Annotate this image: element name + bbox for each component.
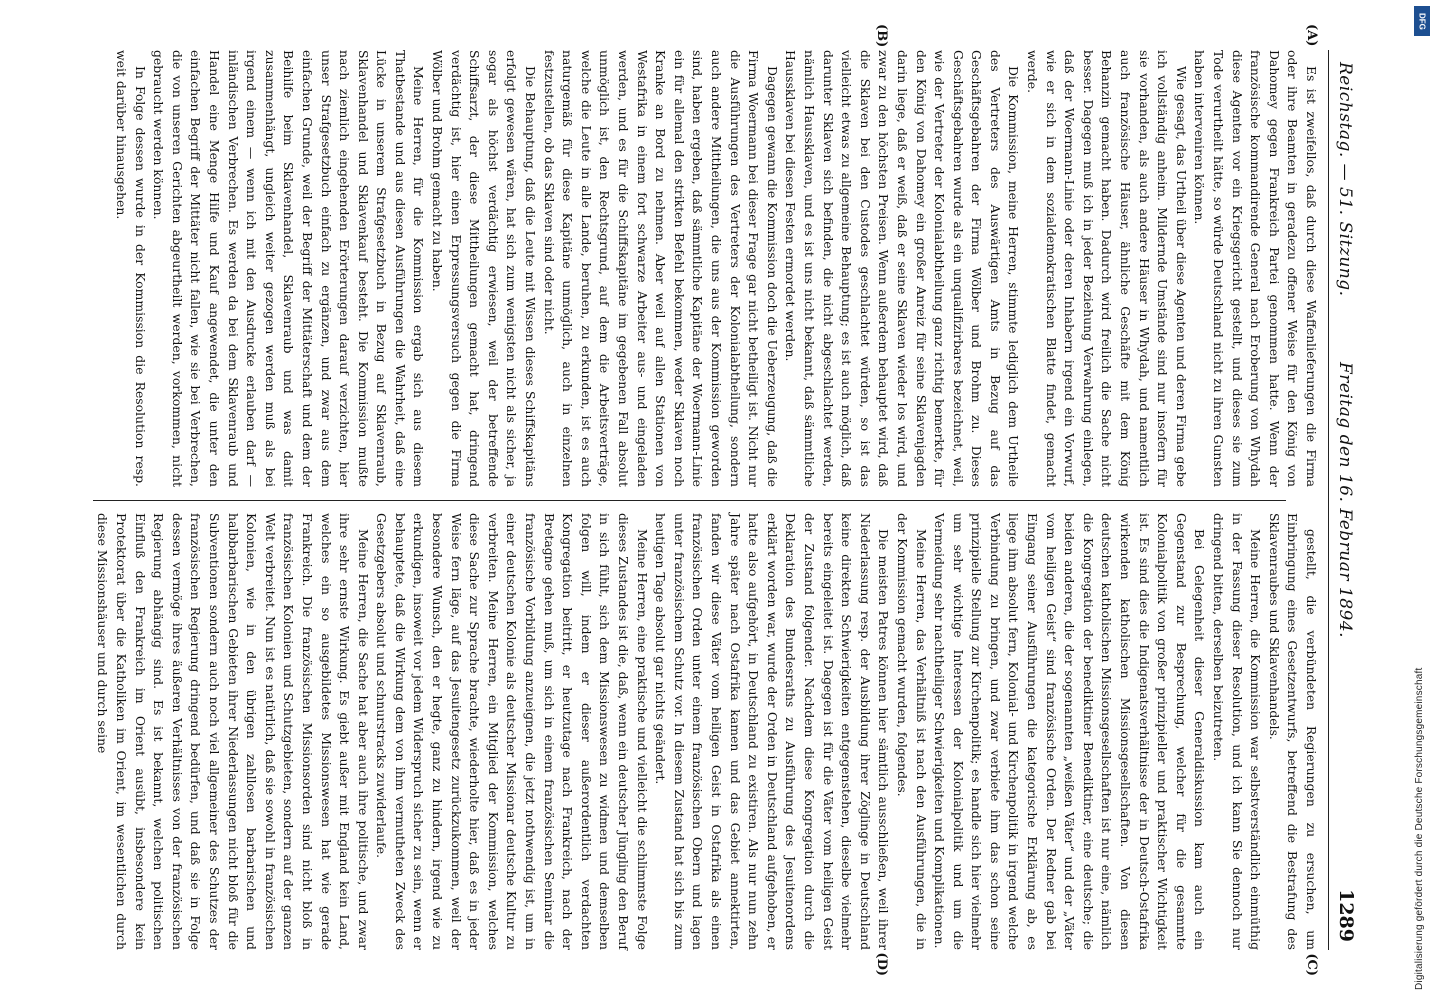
paragraph: Die Kommission, meine Herren, stimmte lediglich dem Urtheile des Vertreters des Auswärtigen Amts in Bezug auf das Geschäftsgebahren der Firma Wölber und Brohm zu. Dieses Geschäftsgebahren wurde als ein unqualifizirbares bezeichnet, weil, wie der Vertreter der Kolonialabtheilung ganz richtig bemerkte, für den König von Dahomey ein großer Anreiz für seine Sklavenjagden darin liege, daß er weiß, daß er seine Sklaven wieder los wird, und zwar zu den höchsten Preisen. Wenn außerdem behauptet wird, daß die Sklaven bei den Custodes geschlachtet würden, so ist das vielleicht etwas zu allgemeine Behauptung; es ist auch möglich, daß darunter Sklaven sich befinden, die nicht abgeschlachtet werden, nämlich Haussklaven, und es ist uns nicht bekannt, daß sämmtliche Haussklaven bei diesen Festen ermordet werden.: [783, 50, 1022, 487]
paragraph: Dagegen gewann die Kommission doch die Ueberzeugung, daß die Firma Woermann bei dieser Frage gar nicht betheiligt ist. Nicht nur die Ausführungen des Vertreters der Kolonialabtheilung, sondern auch andere Mittheilungen, die uns aus der Kommission geworden sind, haben ergeben, daß sämmtliche Kapitäne der Woermann-Linie ein für allemal den strikten Befehl bekommen, weder Sklaven noch Kranke an Bord zu nehmen. Aber weil auf allen Stationen von Westafrika in einem fort schwarze Arbeiter aus- und eingeladen werden, und es für die Schiffskapitäne im gegebenen Fall absolut unmöglich ist, den Rechtsgrund, auf dem die Arbeitsverträge, welche die Leute in alle Lande, beruhen, zu erkunden, ist es auch naturgemäß für diese Kapitäne unmöglich, auch in einzelnen festzustellen, ob das Sklaven sind oder nicht.: [541, 50, 780, 487]
column-divider: [93, 500, 1286, 501]
paragraph: Meine Herren, eine praktische und vielleicht die schlimmste Folge dieses Zustandes ist die, daß, wenn ein deutscher Jüngling den Beruf in sich fühlt, sich dem Missionswesen zu widmen und demselben folgen will, indem er dieser außerordentlich verdachten Kongregation beitritt, er heutzutage nach Frankreich, nach der Bretagne gehen muß, um sich in einem französischen Seminar die französische Vorbildung anzueignen, die jetzt nothwendig ist, um in einer deutschen Kolonie als deutscher Missionar deutsche Kultur zu verbreiten. Meine Herren, ein Mitglied der Kommission, welches diese Sache zur Sprache brachte, wiederholte hier, daß es in jeder Weise fern läge, auf das Jesuitengesetz zurückzukommen, weil der besondere Wunsch, den er hegte, ganz zu hindern, irgend wie zu erkundigen, insoweit vor jedem Widerspruch sicher zu sein, wenn er behauptete, daß die Wirkung dem von ihm vermutheten Zweck des Gesetzgebers absolut und schnurstracks zuwiderlaufe.: [374, 513, 650, 950]
page-header: [1328, 50, 1363, 950]
marker-b: (B): [874, 24, 889, 48]
rotated-document-page: [51, 20, 1381, 980]
page-number: 1289: [1335, 889, 1357, 942]
paragraph: Wie gesagt, das Urtheil über diese Agenten und deren Firma gebe ich vollständig anheim. Mildernde Umstände sind nur insofern für sie vorhanden, als auch andere Häuser in Whydah, und namentlich auch französische Häuser, ähnliche Geschäfte mit dem König Behanzin gemacht haben. Dadurch wird freilich die Sache nicht besser. Dagegen muß ich in jeder Beziehung Verwahrung einlegen, daß der Woermann-Linie oder deren Inhabern irgend ein Vorwurf, wie er sich in dem sozialdemokratischen Blatte findet, gemacht werde.: [1025, 50, 1189, 487]
left-column: [93, 24, 1320, 487]
marker-a: (A): [1304, 24, 1319, 47]
marker-c: (C): [1304, 953, 1319, 976]
paragraph: Meine Herren, die Kommission war selbstverständlich einmüthig in der Fassung dieser Resolution, und ich kann Sie dennoch nur dringend bitten, derselben beizutreten.: [1211, 513, 1264, 950]
running-head-left: Reichstag. — 51. Sitzung.: [1335, 62, 1355, 297]
paragraph: In Folge dessen wurde in der Kommission die Resolution resp. weit darüber hinausgehen.: [114, 50, 148, 487]
running-head-date: Freitag den 16. Februar 1894.: [1335, 361, 1355, 639]
paragraph: Bei Gelegenheit dieser Generaldiskussion kam auch ein Gegenstand zur Besprechung, welcher für die gesammte Kolonialpolitik von großer prinzipieller und praktischer Wichtigkeit ist. Es sind dies die Indigenatsverhältnisse der in Deutsch-Ostafrika wirkenden katholischen Missionsgesellschaften. Von diesen deutschen katholischen Missionsgesellschaften ist nur eine, nämlich die Kongregation der benediktiner Benediktiner, eine deutsche; die beiden anderen, die der sogenannten „weißen Väter“ und der „Väter vom heiligen Geist“ sind französische Orden. Der Redner gab bei Eingang seiner Ausführungen die kategorische Erklärung ab, es liege ihm absolut fern, Kolonial- und Kirchenpolitik in irgend welche Verbindung zu bringen, und zwar verbiete ihm das schon seine prinzipielle Stellung zur Kirchenpolitik; es handle sich hier vielmehr um sehr wichtige Interessen der Kolonialpolitik und um die Vermeidung sehr nachtheiliger Schwierigkeiten und Komplikationen.: [932, 513, 1208, 950]
paragraph: Die meisten Patres können hier sämtlich ausschließen, weil ihrer Niederlassung resp. der Ausbildung ihrer Zöglinge in Deutschland keine direkten Schwierigkeiten entgegenstehen, dieselbe vielmehr bereits eingeleitet ist. Dagegen ist für die Väter vom heiligen Geist der Zustand folgender. Nachdem diese Kongregation durch die Deklaration des Bundesraths zu Ausführung des Jesuitenordens erklärt worden war, wurde der Orden in Deutschland aufgehoben, er hatte also aufgehört, in Deutschland zu existiren. Als nur nun zehn Jahre später nach Ostafrika kamen und das Gebiet annektirten, fanden wir diese Väter vom heiligen Geist in Ostafrika als einen französischen Orden unter einem französischen Obern und lagen unter französischem Schutz vor. In diesem Zustand hat sich bis zum heutigen Tage absolut gar nichts geändert.: [653, 513, 892, 950]
paragraph: Es ist zweifellos, daß durch diese Waffenlieferungen die Firma oder ihre Beamten in geradezu offener Weise für den König von Dahomey gegen Frankreich Partei genommen hatte. Wenn der französische kommandirende General nach Eroberung von Whydah diese Agenten vor ein Kriegsgericht gestellt, und dieses sie zum Tode verurtheilt hätte, so würde Deutschland nicht zu ihren Gunsten haben interveniren können.: [1192, 50, 1319, 487]
dfg-credit: Digitalisierung gefördert durch die Deutsche Forschungsgemeinschaft: [1414, 667, 1425, 990]
paragraph: Meine Herren, für die Kommission ergab sich aus diesem Thatbestande und aus diesen Ausführungen die Wahrheit, daß eine Lücke in unserem Strafgesetzbuch in Bezug auf Sklavenraub, Sklavenhandel und Sklavenkauf besteht. Die Kommission mußte nach ziemlich eingehenden Erörterungen darauf verzichten, hier unser Strafgesetzbuch einfach zu ergänzen, und zwar aus dem einfachen Grunde, weil der Begriff der Mittäterschaft und dem der Beihilfe beim Sklavenhandel, Sklavenraub und was damit zusammenhängt, ungleich weiter gezogen werden muß als bei irgend einem — wenn ich mit den Ausdrucke erlauben darf — inländischen Verbrechen. Es werden da bei dem Sklavenraub und Handel eine Menge Hilfe und Kauf angewendet, die unter den einfachen Begriff der Mittäter nicht fallen, wie sie bei Verbrechen, die von unseren Gerichten abgeurtheilt werden, vorkommen, nicht gebraucht werden können.: [151, 50, 427, 487]
marker-d: (D): [874, 952, 889, 976]
dfg-logo: DFG: [1414, 6, 1430, 36]
paragraph: Meine Herren, das Verhältniß ist nach den Ausführungen, die in der Kommission gemacht wurden, folgendes.: [894, 513, 929, 950]
paragraph: Meine Herren, die Sache hat aber auch ihre politische, und zwar ihre sehr ernste Wirkung. Es giebt außer mit England kein Land, welches ein so ausgebildetes Missionswesen hat wie gerade Frankreich. Die französischen Missionsorden sind nicht bloß in französischen Kolonien und Schutzgebieten, sondern auf der ganzen Welt verbreitet. Nun ist es natürlich, daß sie sowohl in französischen Kolonien, wie in den übrigen zahllosen barbarischen und halbbarbarischen Gebieten ihrer Niederlassungen nicht bloß für die Subventionen sondern auch noch viel allgemeiner des Schutzes der französischen Regierung dringend bedürfen, und daß sie in Folge dessen vermöge ihres äußeren Verhältnisses von der französischen Regierung abhängig sind. Es ist bekannt, welchen politischen Einfluß den Frankreich im Orient ausübt, insbesondere kein Protektorat über die Katholiken im Orient, im wesentlichen durch diese Missionshäuser und durch seine: [95, 513, 371, 950]
paragraph: gestellt, die verbündeten Regierungen zu ersuchen, um Einbringung eines Gesetzentwurfs, betreffend die Bestrafung des Sklavenraubes und Sklavenhandels.: [1266, 513, 1319, 950]
paragraph: Die Behauptung, daß die Leute mit Wissen dieses Schiffskapitäns erfolgt gewesen wären, hat sich zum wenigsten nicht als sicher, ja sogar als höchst verdächtig erwiesen, weil der betreffende Schiffsarzt, der diese Mittheilungen gemacht hat, dringend verdächtig ist, hier einen Erpressungsversuch gegen die Firma Wölber und Brohm gemacht zu haben.: [430, 50, 539, 487]
two-column-body: [93, 24, 1328, 976]
right-column: [93, 513, 1320, 976]
